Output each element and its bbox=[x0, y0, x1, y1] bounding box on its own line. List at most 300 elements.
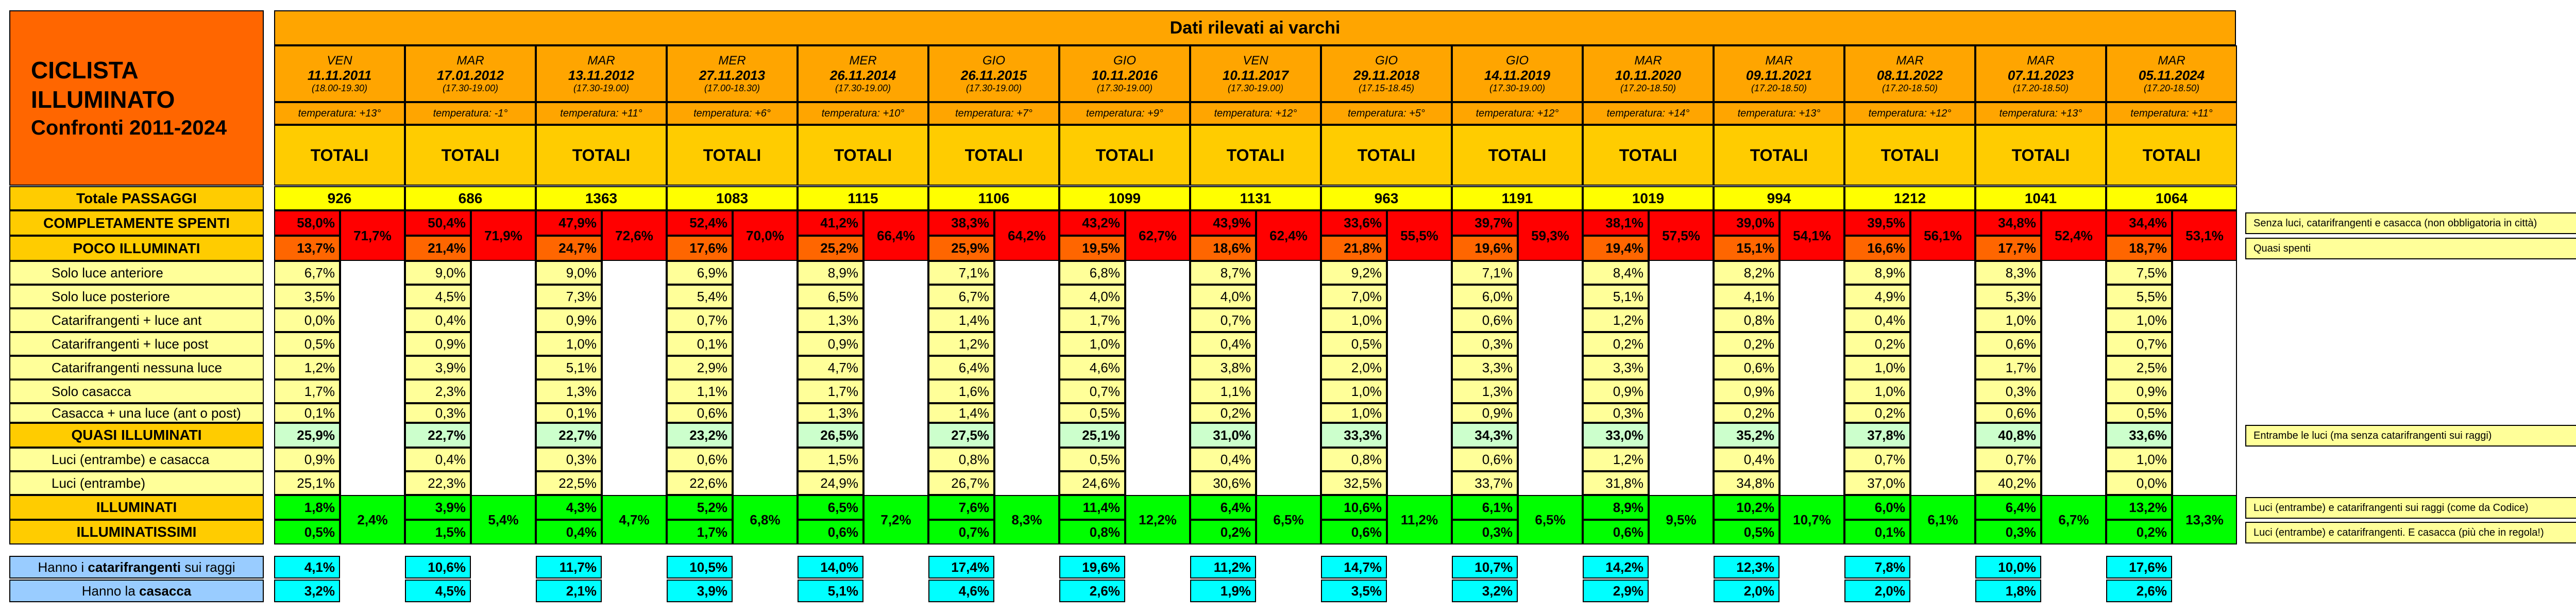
survey-temperature: temperatura: +14° bbox=[1583, 102, 1714, 125]
sum-spenti-poco: 66,4% bbox=[863, 210, 928, 261]
row-gap bbox=[1125, 261, 1190, 285]
row-value: 19,4% bbox=[1583, 236, 1649, 261]
totale-passaggi-value: 926 bbox=[274, 186, 405, 210]
row-gap bbox=[1387, 356, 1452, 379]
row-gap bbox=[994, 379, 1059, 403]
totals-header: TOTALI bbox=[798, 125, 928, 186]
survey-time: (17.30-19.00) bbox=[1489, 83, 1546, 94]
row-value: 0,9% bbox=[1452, 403, 1518, 423]
row-gap bbox=[1387, 448, 1452, 471]
bottom-value: 5,1% bbox=[798, 580, 863, 602]
row-gap bbox=[1649, 403, 1714, 423]
row-value: 1,7% bbox=[667, 520, 733, 544]
row-value: 0,7% bbox=[1059, 379, 1125, 403]
row-value: 0,7% bbox=[2106, 332, 2172, 356]
row-gap bbox=[1780, 448, 1844, 471]
survey-header bbox=[798, 45, 928, 102]
legend-note: Luci (entrambe) e catarifrangenti sui raggi (come da Codice) bbox=[2245, 497, 2576, 519]
row-value: 19,6% bbox=[1452, 236, 1518, 261]
survey-temperature: temperatura: +12° bbox=[1190, 102, 1321, 125]
row-value: 38,3% bbox=[928, 210, 994, 236]
row-value: 6,7% bbox=[928, 285, 994, 308]
row-gap bbox=[602, 448, 667, 471]
totale-passaggi-value: 1099 bbox=[1059, 186, 1190, 210]
sum-illuminati: 6,7% bbox=[2041, 495, 2106, 544]
row-gap bbox=[1649, 285, 1714, 308]
row-value: 1,3% bbox=[798, 403, 863, 423]
row-value: 10,6% bbox=[1321, 495, 1387, 520]
row-value: 22,7% bbox=[405, 423, 471, 448]
row-gap bbox=[1910, 308, 1975, 332]
row-value: 8,9% bbox=[1583, 495, 1649, 520]
row-value: 0,5% bbox=[1714, 520, 1780, 544]
row-label: ILLUMINATISSIMI bbox=[9, 520, 264, 544]
row-gap bbox=[863, 379, 928, 403]
sum-illuminati: 13,3% bbox=[2172, 495, 2237, 544]
row-value: 0,4% bbox=[1714, 448, 1780, 471]
totals-header: TOTALI bbox=[667, 125, 798, 186]
row-value: 3,3% bbox=[1583, 356, 1649, 379]
bottom-value: 3,2% bbox=[1452, 580, 1518, 602]
row-value: 6,8% bbox=[1059, 261, 1125, 285]
survey-date: 27.11.2013 bbox=[699, 67, 766, 83]
row-value: 27,5% bbox=[928, 423, 994, 448]
survey-date: 07.11.2023 bbox=[2007, 67, 2074, 83]
row-value: 1,4% bbox=[928, 403, 994, 423]
totale-passaggi-value: 1212 bbox=[1844, 186, 1975, 210]
row-label: Solo casacca bbox=[9, 379, 264, 403]
row-gap bbox=[2041, 332, 2106, 356]
row-gap bbox=[863, 308, 928, 332]
row-gap bbox=[1910, 356, 1975, 379]
row-value: 6,4% bbox=[1190, 495, 1256, 520]
row-value: 6,0% bbox=[1844, 495, 1910, 520]
row-gap bbox=[602, 403, 667, 423]
row-gap bbox=[994, 356, 1059, 379]
row-gap bbox=[2041, 308, 2106, 332]
sum-illuminati: 6,1% bbox=[1910, 495, 1975, 544]
row-value: 17,7% bbox=[1975, 236, 2041, 261]
row-value: 6,7% bbox=[274, 261, 340, 285]
row-gap bbox=[2172, 471, 2237, 495]
totals-header: TOTALI bbox=[1975, 125, 2106, 186]
bottom-value: 3,5% bbox=[1321, 580, 1387, 602]
row-gap bbox=[471, 308, 536, 332]
row-gap bbox=[602, 471, 667, 495]
row-gap bbox=[1518, 261, 1583, 285]
row-value: 33,3% bbox=[1321, 423, 1387, 448]
row-gap bbox=[1518, 308, 1583, 332]
survey-date: 26.11.2015 bbox=[960, 67, 1027, 83]
bottom-label-bold: casacca bbox=[139, 583, 192, 599]
row-value: 0,6% bbox=[1714, 356, 1780, 379]
row-value: 50,4% bbox=[405, 210, 471, 236]
row-value: 3,9% bbox=[405, 495, 471, 520]
bottom-value: 1,9% bbox=[1190, 580, 1256, 602]
row-gap bbox=[2041, 379, 2106, 403]
sum-spenti-poco: 62,4% bbox=[1256, 210, 1321, 261]
row-gap bbox=[340, 356, 405, 379]
row-value: 0,1% bbox=[667, 332, 733, 356]
survey-date: 09.11.2021 bbox=[1745, 67, 1812, 83]
row-value: 1,0% bbox=[1844, 356, 1910, 379]
survey-date: 14.11.2019 bbox=[1484, 67, 1551, 83]
row-value: 1,2% bbox=[928, 332, 994, 356]
row-value: 31,0% bbox=[1190, 423, 1256, 448]
row-value: 0,2% bbox=[1844, 403, 1910, 423]
row-gap bbox=[2041, 403, 2106, 423]
row-gap bbox=[1125, 356, 1190, 379]
bottom-value: 10,7% bbox=[1452, 556, 1518, 579]
row-value: 0,3% bbox=[536, 448, 602, 471]
totale-passaggi-label: Totale PASSAGGI bbox=[9, 186, 264, 210]
bottom-label bbox=[9, 580, 264, 602]
row-value: 47,9% bbox=[536, 210, 602, 236]
row-value: 4,1% bbox=[1714, 285, 1780, 308]
row-value: 0,7% bbox=[1844, 448, 1910, 471]
row-gap bbox=[340, 261, 405, 285]
row-value: 1,5% bbox=[405, 520, 471, 544]
row-gap bbox=[1125, 403, 1190, 423]
row-gap bbox=[1910, 403, 1975, 423]
bottom-value: 14,7% bbox=[1321, 556, 1387, 579]
row-value: 1,1% bbox=[667, 379, 733, 403]
row-value: 21,8% bbox=[1321, 236, 1387, 261]
row-value: 30,6% bbox=[1190, 471, 1256, 495]
sum-illuminati: 10,7% bbox=[1780, 495, 1844, 544]
row-gap bbox=[1780, 379, 1844, 403]
row-value: 4,6% bbox=[1059, 356, 1125, 379]
survey-day: MAR bbox=[2027, 53, 2055, 68]
row-value: 58,0% bbox=[274, 210, 340, 236]
row-gap bbox=[1780, 356, 1844, 379]
row-gap bbox=[602, 308, 667, 332]
row-gap bbox=[2041, 448, 2106, 471]
row-gap bbox=[1256, 423, 1321, 448]
row-gap bbox=[733, 448, 798, 471]
row-gap bbox=[863, 356, 928, 379]
row-value: 0,4% bbox=[536, 520, 602, 544]
row-value: 0,4% bbox=[405, 448, 471, 471]
row-gap bbox=[2041, 261, 2106, 285]
survey-time: (17.00-18.30) bbox=[704, 83, 760, 94]
row-value: 0,2% bbox=[1844, 332, 1910, 356]
row-gap bbox=[2172, 356, 2237, 379]
row-value: 0,6% bbox=[1452, 448, 1518, 471]
survey-temperature: temperatura: +5° bbox=[1321, 102, 1452, 125]
row-gap bbox=[1518, 379, 1583, 403]
row-gap bbox=[2172, 308, 2237, 332]
row-value: 6,0% bbox=[1452, 285, 1518, 308]
row-value: 0,8% bbox=[928, 448, 994, 471]
row-value: 0,7% bbox=[667, 308, 733, 332]
row-value: 1,5% bbox=[798, 448, 863, 471]
totale-passaggi-value: 686 bbox=[405, 186, 536, 210]
row-value: 40,2% bbox=[1975, 471, 2041, 495]
row-value: 52,4% bbox=[667, 210, 733, 236]
row-value: 0,2% bbox=[1714, 332, 1780, 356]
row-gap bbox=[1910, 448, 1975, 471]
row-gap bbox=[733, 285, 798, 308]
row-value: 16,6% bbox=[1844, 236, 1910, 261]
row-value: 2,9% bbox=[667, 356, 733, 379]
row-value: 38,1% bbox=[1583, 210, 1649, 236]
row-gap bbox=[471, 285, 536, 308]
bottom-value: 17,4% bbox=[928, 556, 994, 579]
row-gap bbox=[863, 332, 928, 356]
bottom-label-pre: Hanno la bbox=[81, 583, 140, 599]
bottom-label-bold: catarifrangenti bbox=[88, 559, 181, 575]
row-value: 33,7% bbox=[1452, 471, 1518, 495]
row-value: 18,6% bbox=[1190, 236, 1256, 261]
row-value: 0,9% bbox=[405, 332, 471, 356]
sum-illuminati: 6,8% bbox=[733, 495, 798, 544]
survey-temperature: temperatura: +10° bbox=[798, 102, 928, 125]
row-value: 0,3% bbox=[405, 403, 471, 423]
title-line2: ILLUMINATO bbox=[31, 86, 175, 113]
row-gap bbox=[1125, 471, 1190, 495]
row-value: 4,0% bbox=[1059, 285, 1125, 308]
totals-header: TOTALI bbox=[405, 125, 536, 186]
survey-time: (17.30-19.00) bbox=[442, 83, 499, 94]
row-value: 0,2% bbox=[1190, 403, 1256, 423]
sum-spenti-poco: 59,3% bbox=[1518, 210, 1583, 261]
row-gap bbox=[1125, 379, 1190, 403]
row-gap bbox=[1518, 471, 1583, 495]
row-gap bbox=[471, 356, 536, 379]
row-gap bbox=[1649, 332, 1714, 356]
row-gap bbox=[2172, 332, 2237, 356]
survey-date: 13.11.2012 bbox=[568, 67, 635, 83]
row-value: 0,8% bbox=[1321, 448, 1387, 471]
row-value: 6,5% bbox=[798, 495, 863, 520]
row-value: 5,1% bbox=[536, 356, 602, 379]
row-value: 0,1% bbox=[536, 403, 602, 423]
row-gap bbox=[1649, 261, 1714, 285]
survey-time: (17.30-19.00) bbox=[835, 83, 891, 94]
row-gap bbox=[1125, 308, 1190, 332]
row-gap bbox=[1910, 379, 1975, 403]
survey-temperature: temperatura: +11° bbox=[536, 102, 667, 125]
bottom-value: 2,9% bbox=[1583, 580, 1649, 602]
row-value: 0,1% bbox=[274, 403, 340, 423]
row-value: 1,7% bbox=[1059, 308, 1125, 332]
row-value: 0,9% bbox=[798, 332, 863, 356]
row-gap bbox=[1910, 471, 1975, 495]
row-value: 8,4% bbox=[1583, 261, 1649, 285]
row-value: 22,3% bbox=[405, 471, 471, 495]
survey-date: 10.11.2017 bbox=[1222, 67, 1289, 83]
sum-spenti-poco: 55,5% bbox=[1387, 210, 1452, 261]
survey-date: 10.11.2020 bbox=[1615, 67, 1682, 83]
row-value: 4,5% bbox=[405, 285, 471, 308]
row-value: 0,7% bbox=[928, 520, 994, 544]
sum-illuminati: 6,5% bbox=[1518, 495, 1583, 544]
row-gap bbox=[1387, 308, 1452, 332]
sum-spenti-poco: 62,7% bbox=[1125, 210, 1190, 261]
totale-passaggi-value: 1363 bbox=[536, 186, 667, 210]
title-line3: Confronti 2011-2024 bbox=[31, 116, 227, 139]
row-gap bbox=[1518, 403, 1583, 423]
survey-date: 08.11.2022 bbox=[1876, 67, 1943, 83]
row-value: 1,3% bbox=[536, 379, 602, 403]
survey-temperature: temperatura: +12° bbox=[1452, 102, 1583, 125]
row-value: 39,0% bbox=[1714, 210, 1780, 236]
row-gap bbox=[1256, 379, 1321, 403]
row-gap bbox=[863, 261, 928, 285]
row-gap bbox=[863, 471, 928, 495]
row-label: Luci (entrambe) e casacca bbox=[9, 448, 264, 471]
row-value: 2,0% bbox=[1321, 356, 1387, 379]
row-value: 0,3% bbox=[1452, 332, 1518, 356]
row-value: 0,4% bbox=[1190, 448, 1256, 471]
row-value: 22,5% bbox=[536, 471, 602, 495]
row-value: 0,3% bbox=[1583, 403, 1649, 423]
sum-illuminati: 9,5% bbox=[1649, 495, 1714, 544]
row-value: 0,6% bbox=[1975, 332, 2041, 356]
row-value: 6,5% bbox=[798, 285, 863, 308]
row-value: 1,0% bbox=[2106, 308, 2172, 332]
bottom-value: 2,1% bbox=[536, 580, 602, 602]
row-value: 1,2% bbox=[1583, 308, 1649, 332]
row-gap bbox=[1649, 308, 1714, 332]
survey-header bbox=[1975, 45, 2106, 102]
totals-header: TOTALI bbox=[928, 125, 1059, 186]
row-gap bbox=[1125, 285, 1190, 308]
row-gap bbox=[340, 471, 405, 495]
sum-spenti-poco: 72,6% bbox=[602, 210, 667, 261]
row-gap bbox=[1387, 379, 1452, 403]
survey-header bbox=[1844, 45, 1975, 102]
bottom-value: 2,6% bbox=[2106, 580, 2172, 602]
row-value: 1,2% bbox=[1583, 448, 1649, 471]
row-value: 40,8% bbox=[1975, 423, 2041, 448]
survey-day: MER bbox=[849, 53, 877, 68]
totale-passaggi-value: 1041 bbox=[1975, 186, 2106, 210]
row-value: 0,4% bbox=[405, 308, 471, 332]
row-value: 22,7% bbox=[536, 423, 602, 448]
bottom-value: 17,6% bbox=[2106, 556, 2172, 579]
bottom-label-post: sui raggi bbox=[180, 559, 235, 575]
row-gap bbox=[994, 308, 1059, 332]
row-gap bbox=[340, 308, 405, 332]
row-value: 6,4% bbox=[1975, 495, 2041, 520]
totals-header: TOTALI bbox=[2106, 125, 2237, 186]
row-value: 22,6% bbox=[667, 471, 733, 495]
row-value: 17,6% bbox=[667, 236, 733, 261]
row-value: 6,4% bbox=[928, 356, 994, 379]
bottom-value: 3,2% bbox=[274, 580, 340, 602]
survey-header bbox=[405, 45, 536, 102]
row-gap bbox=[602, 261, 667, 285]
survey-temperature: temperatura: -1° bbox=[405, 102, 536, 125]
row-value: 26,5% bbox=[798, 423, 863, 448]
row-value: 31,8% bbox=[1583, 471, 1649, 495]
row-gap bbox=[733, 308, 798, 332]
row-value: 0,3% bbox=[1975, 520, 2041, 544]
survey-day: MAR bbox=[1896, 53, 1924, 68]
row-gap bbox=[1780, 332, 1844, 356]
row-value: 1,1% bbox=[1190, 379, 1256, 403]
row-value: 0,0% bbox=[2106, 471, 2172, 495]
row-value: 1,6% bbox=[928, 379, 994, 403]
survey-header bbox=[667, 45, 798, 102]
row-gap bbox=[471, 423, 536, 448]
sum-illuminati: 2,4% bbox=[340, 495, 405, 544]
group-title: Dati rilevati ai varchi bbox=[274, 10, 2236, 45]
row-value: 0,2% bbox=[1190, 520, 1256, 544]
row-gap bbox=[602, 332, 667, 356]
totale-passaggi-value: 1106 bbox=[928, 186, 1059, 210]
row-gap bbox=[2172, 423, 2237, 448]
row-value: 26,7% bbox=[928, 471, 994, 495]
row-value: 0,6% bbox=[798, 520, 863, 544]
row-value: 0,4% bbox=[1844, 308, 1910, 332]
row-value: 39,5% bbox=[1844, 210, 1910, 236]
row-value: 34,8% bbox=[1714, 471, 1780, 495]
row-gap bbox=[2172, 379, 2237, 403]
totals-header: TOTALI bbox=[1059, 125, 1190, 186]
totale-passaggi-value: 994 bbox=[1714, 186, 1844, 210]
bottom-value: 2,0% bbox=[1844, 580, 1910, 602]
row-gap bbox=[2041, 356, 2106, 379]
row-gap bbox=[863, 423, 928, 448]
row-label: Catarifrangenti + luce post bbox=[9, 332, 264, 356]
survey-header bbox=[1059, 45, 1190, 102]
totals-header: TOTALI bbox=[536, 125, 667, 186]
row-value: 39,7% bbox=[1452, 210, 1518, 236]
bottom-value: 1,8% bbox=[1975, 580, 2041, 602]
survey-header bbox=[1583, 45, 1714, 102]
row-value: 7,5% bbox=[2106, 261, 2172, 285]
row-value: 8,2% bbox=[1714, 261, 1780, 285]
row-gap bbox=[1910, 285, 1975, 308]
title-line1: CICLISTA bbox=[31, 56, 139, 84]
survey-date: 26.11.2014 bbox=[829, 67, 896, 83]
row-value: 0,2% bbox=[1714, 403, 1780, 423]
survey-date: 05.11.2024 bbox=[2138, 67, 2205, 83]
survey-temperature: temperatura: +6° bbox=[667, 102, 798, 125]
row-value: 43,2% bbox=[1059, 210, 1125, 236]
row-gap bbox=[1780, 285, 1844, 308]
row-value: 34,8% bbox=[1975, 210, 2041, 236]
bottom-value: 10,6% bbox=[405, 556, 471, 579]
row-value: 24,6% bbox=[1059, 471, 1125, 495]
row-value: 8,7% bbox=[1190, 261, 1256, 285]
row-gap bbox=[994, 285, 1059, 308]
row-gap bbox=[340, 423, 405, 448]
row-value: 0,5% bbox=[1321, 332, 1387, 356]
bottom-value: 2,0% bbox=[1714, 580, 1780, 602]
row-gap bbox=[471, 448, 536, 471]
legend-note: Entrambe le luci (ma senza catarifrangenti sui raggi) bbox=[2245, 425, 2576, 447]
survey-day: VEN bbox=[327, 53, 352, 68]
bottom-value: 7,8% bbox=[1844, 556, 1910, 579]
row-value: 4,3% bbox=[536, 495, 602, 520]
row-gap bbox=[1649, 423, 1714, 448]
row-value: 4,7% bbox=[798, 356, 863, 379]
bottom-label-pre: Hanno i bbox=[38, 559, 88, 575]
totale-passaggi-value: 1083 bbox=[667, 186, 798, 210]
row-value: 25,2% bbox=[798, 236, 863, 261]
row-value: 4,0% bbox=[1190, 285, 1256, 308]
row-gap bbox=[1649, 471, 1714, 495]
row-value: 7,1% bbox=[1452, 261, 1518, 285]
row-gap bbox=[2041, 471, 2106, 495]
row-value: 1,0% bbox=[2106, 448, 2172, 471]
row-value: 0,5% bbox=[274, 332, 340, 356]
row-value: 8,3% bbox=[1975, 261, 2041, 285]
